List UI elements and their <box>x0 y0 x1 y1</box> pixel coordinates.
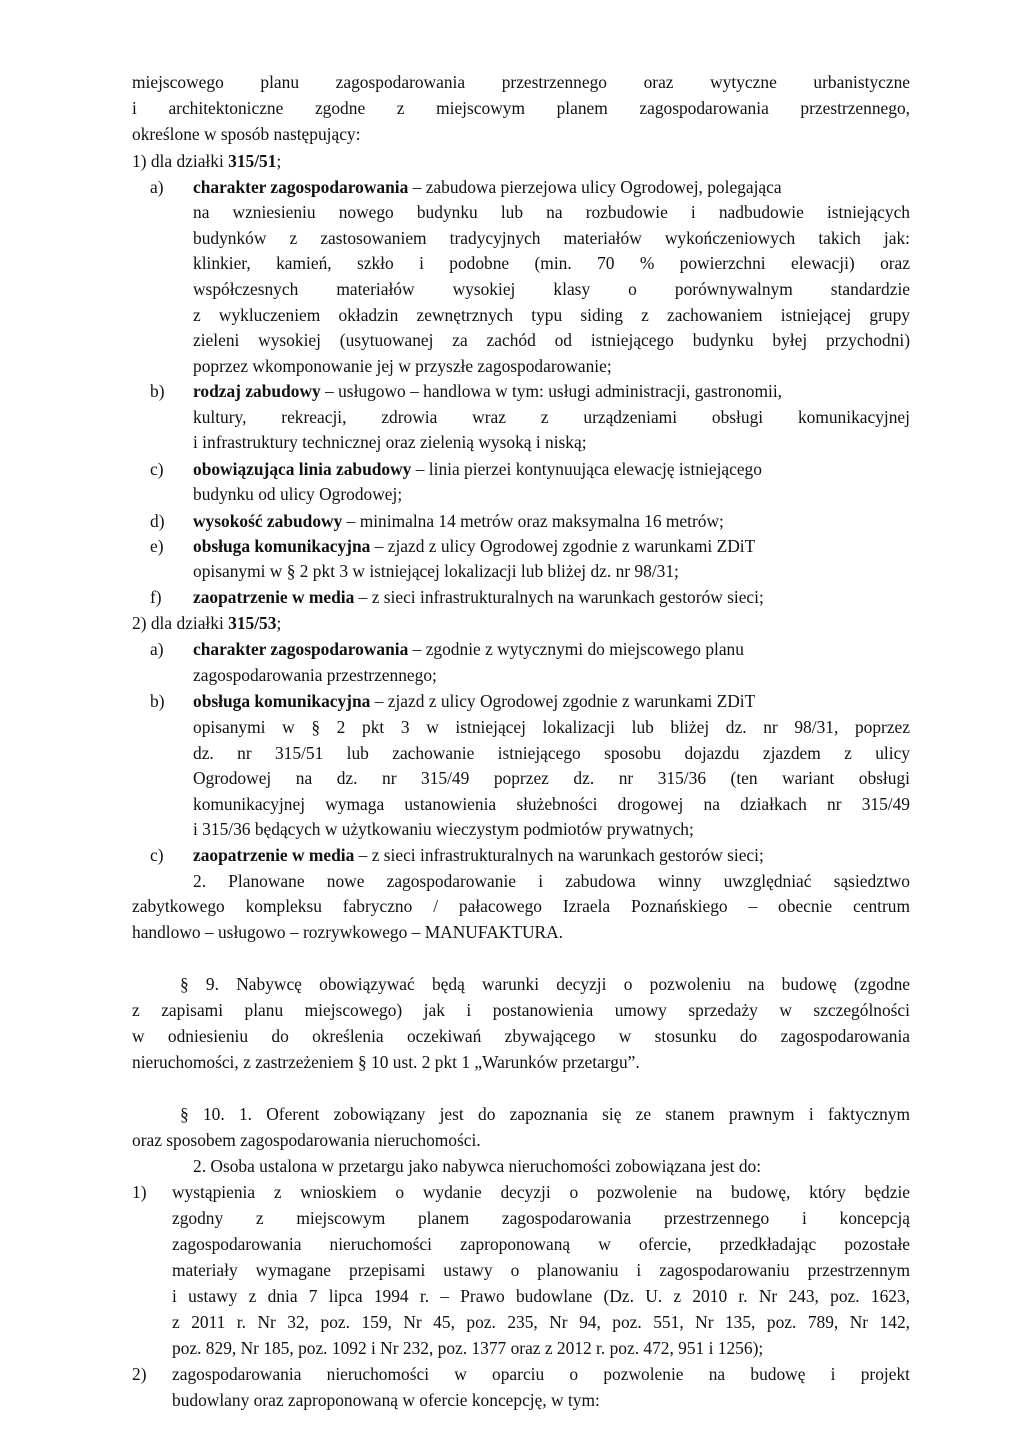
item-1d-marker: d) <box>150 511 165 531</box>
section-10-line-2: oraz sposobem zagospodarowania nieruchomości. <box>132 1130 481 1150</box>
paragraph-2-line-1: 2. Planowane nowe zagospodarowanie i zabudowa winny uwzględniać sąsiedztwo <box>193 871 910 891</box>
intro-line-3: określone w sposób następujący: <box>132 124 361 144</box>
item-1f-term: zaopatrzenie w media <box>193 587 355 607</box>
item-1c-line-2: budynku od ulicy Ogrodowej; <box>193 484 403 504</box>
item-2-heading <box>132 612 281 634</box>
item-2a-line-2: zagospodarowania przestrzennego; <box>193 665 437 685</box>
intro-line-2: i architektoniczne zgodne z miejscowym planem zagospodarowania przestrzennego, <box>132 98 910 118</box>
paragraph-2-line-3: handlowo – usługowo – rozrywkowego – MANUFAKTURA. <box>132 922 564 942</box>
item-1b-line-1: rodzaj zabudowy – usługowo – handlowa w tym: usługi administracji, gastronomii, <box>193 381 783 401</box>
item-1-separator: ; <box>276 151 282 171</box>
section-9-line-3: w odniesieniu do określenia oczekiwań zbywającego w stosunku do zagospodarowania <box>132 1026 910 1046</box>
item-1b-line-2: kultury, rekreacji, zdrowia wraz z urządzeniami obsługi komunikacyjnej <box>193 407 910 427</box>
item-2-number: 2) <box>132 613 147 633</box>
item-2c-term: zaopatrzenie w media <box>193 845 355 865</box>
section-9-line-4: nieruchomości, z zastrzeżeniem § 10 ust. 2 pkt 1 „Warunków przetargu”. <box>132 1052 640 1072</box>
item-1e-line-2: opisanymi w § 2 pkt 3 w istniejącej lokalizacji lub bliżej dz. nr 98/31; <box>193 561 679 581</box>
item-1a-line-6: z wykluczeniem okładzin zewnętrznych typu siding z zachowaniem istniejącej grupy <box>193 305 910 325</box>
item-2c-line-1: zaopatrzenie w media – z sieci infrastrukturalnych na warunkach gestorów sieci; <box>193 845 764 865</box>
item-1d-term: wysokość zabudowy <box>193 511 343 531</box>
item-1b-marker: b) <box>150 381 165 401</box>
section-10-line-1: § 10. 1. Oferent zobowiązany jest do zapoznania się ze stanem prawnym i faktycznym <box>180 1104 910 1124</box>
paragraph-2-line-2: zabytkowego kompleksu fabryczno / pałacowego Izraela Poznańskiego – obecnie centrum <box>132 896 910 916</box>
item-1a-term: charakter zagospodarowania <box>193 177 409 197</box>
item-1a-line-8: poprzez wkomponowanie jej w przyszłe zagospodarowanie; <box>193 356 612 376</box>
item-1c-marker: c) <box>150 459 164 479</box>
list-item-2-line-2: budowlany oraz zaproponowaną w ofercie koncepcję, w tym: <box>172 1390 600 1410</box>
item-1-heading <box>132 150 281 172</box>
item-2c-marker: c) <box>150 845 164 865</box>
item-2a-line-1: charakter zagospodarowania – zgodnie z wytycznymi do miejscowego planu <box>193 639 744 659</box>
section-9-line-1: § 9. Nabywcę obowiązywać będą warunki decyzji o pozwoleniu na budowę (zgodne <box>180 974 910 994</box>
list-item-1-line-1: wystąpienia z wnioskiem o wydanie decyzji o pozwolenie na budowę, który będzie <box>172 1182 910 1202</box>
item-1d-line-1: wysokość zabudowy – minimalna 14 metrów oraz maksymalna 16 metrów; <box>193 511 724 531</box>
item-2-plot-number: 315/53 <box>228 613 277 633</box>
item-1e-marker: e) <box>150 536 164 556</box>
item-2-separator: ; <box>276 613 282 633</box>
intro-line-1: miejscowego planu zagospodarowania przestrzennego oraz wytyczne urbanistyczne <box>132 72 910 92</box>
list-item-1-line-4: materiały wymagane przepisami ustawy o planowaniu i zagospodarowaniu przestrzennym <box>172 1260 910 1280</box>
section-9-line-2: z zapisami planu miejscowego) jak i postanowienia umowy sprzedaży w szczególności <box>132 1000 910 1020</box>
item-1e-line-1: obsługa komunikacyjna – zjazd z ulicy Ogrodowej zgodnie z warunkami ZDiT <box>193 536 756 556</box>
list-item-2-number: 2) <box>132 1364 147 1384</box>
item-1f-marker: f) <box>150 587 162 607</box>
item-2b-marker: b) <box>150 691 165 711</box>
item-2a-term: charakter zagospodarowania <box>193 639 409 659</box>
item-2b-line-1: obsługa komunikacyjna – zjazd z ulicy Ogrodowej zgodnie z warunkami ZDiT <box>193 691 756 711</box>
item-2b-line-4: Ogrodowej na dz. nr 315/49 poprzez dz. nr 315/36 (ten wariant obsługi <box>193 768 910 788</box>
item-2b-line-2: opisanymi w § 2 pkt 3 w istniejącej lokalizacji lub bliżej dz. nr 98/31, poprzez <box>193 717 910 737</box>
item-1a-line-1: charakter zagospodarowania – zabudowa pierzejowa ulicy Ogrodowej, polegająca <box>193 177 782 197</box>
item-1b-term: rodzaj zabudowy <box>193 381 321 401</box>
list-item-1-line-6: z 2011 r. Nr 32, poz. 159, Nr 45, poz. 235, Nr 94, poz. 551, Nr 135, poz. 789, Nr 142, <box>172 1312 910 1332</box>
section-10-line-3: 2. Osoba ustalona w przetargu jako nabywca nieruchomości zobowiązana jest do: <box>193 1156 762 1176</box>
list-item-1-line-7: poz. 829, Nr 185, poz. 1092 i Nr 232, poz. 1377 oraz z 2012 r. poz. 472, 951 i 1256); <box>172 1338 764 1358</box>
item-1-number: 1) <box>132 151 147 171</box>
item-2b-line-6: i 315/36 będących w użytkowaniu wieczystym podmiotów prywatnych; <box>193 819 694 839</box>
list-item-1-line-3: zagospodarowania nieruchomości zaproponowaną w ofercie, przedkładając pozostałe <box>172 1234 910 1254</box>
item-2-label: dla działki <box>150 613 224 633</box>
item-1a-line-4: klinkier, kamień, szkło i podobne (min. 70 % powierzchni elewacji) oraz <box>193 253 910 273</box>
list-item-2-line-1: zagospodarowania nieruchomości w oparciu o pozwolenie na budowę i projekt <box>172 1364 910 1384</box>
item-2b-line-3: dz. nr 315/51 lub zachowanie istniejącego sposobu dojazdu zjazdem z ulicy <box>193 743 910 763</box>
item-1e-term: obsługa komunikacyjna <box>193 536 371 556</box>
item-1c-line-1: obowiązująca linia zabudowy – linia pierzei kontynuująca elewację istniejącego <box>193 459 762 479</box>
item-1-plot-number: 315/51 <box>228 151 277 171</box>
item-1a-marker: a) <box>150 177 164 197</box>
item-2b-line-5: komunikacyjnej wymaga ustanowienia służebności drogowej na działkach nr 315/49 <box>193 794 910 814</box>
item-1b-line-3: i infrastruktury technicznej oraz zielenią wysoką i niską; <box>193 432 587 452</box>
list-item-1-number: 1) <box>132 1182 147 1202</box>
item-1a-line-5: współczesnych materiałów wysokiej klasy o porównywalnym standardzie <box>193 279 910 299</box>
item-2a-marker: a) <box>150 639 164 659</box>
list-item-1-line-5: i ustawy z dnia 7 lipca 1994 r. – Prawo budowlane (Dz. U. z 2010 r. Nr 243, poz. 1623, <box>172 1286 910 1306</box>
item-2b-term: obsługa komunikacyjna <box>193 691 371 711</box>
item-1c-term: obowiązująca linia zabudowy <box>193 459 412 479</box>
item-1a-line-2: na wzniesieniu nowego budynku lub na rozbudowie i nadbudowie istniejących <box>193 202 910 222</box>
item-1a-line-7: zieleni wysokiej (usytuowanej za zachód od istniejącego budynku byłej przychodni) <box>193 330 910 350</box>
item-1a-line-3: budynków z zastosowaniem tradycyjnych materiałów wykończeniowych takich jak: <box>193 228 910 248</box>
item-1-label: dla działki <box>150 151 224 171</box>
item-1f-line-1: zaopatrzenie w media – z sieci infrastrukturalnych na warunkach gestorów sieci; <box>193 587 764 607</box>
list-item-1-line-2: zgodny z miejscowym planem zagospodarowania przestrzennego i koncepcją <box>172 1208 910 1228</box>
